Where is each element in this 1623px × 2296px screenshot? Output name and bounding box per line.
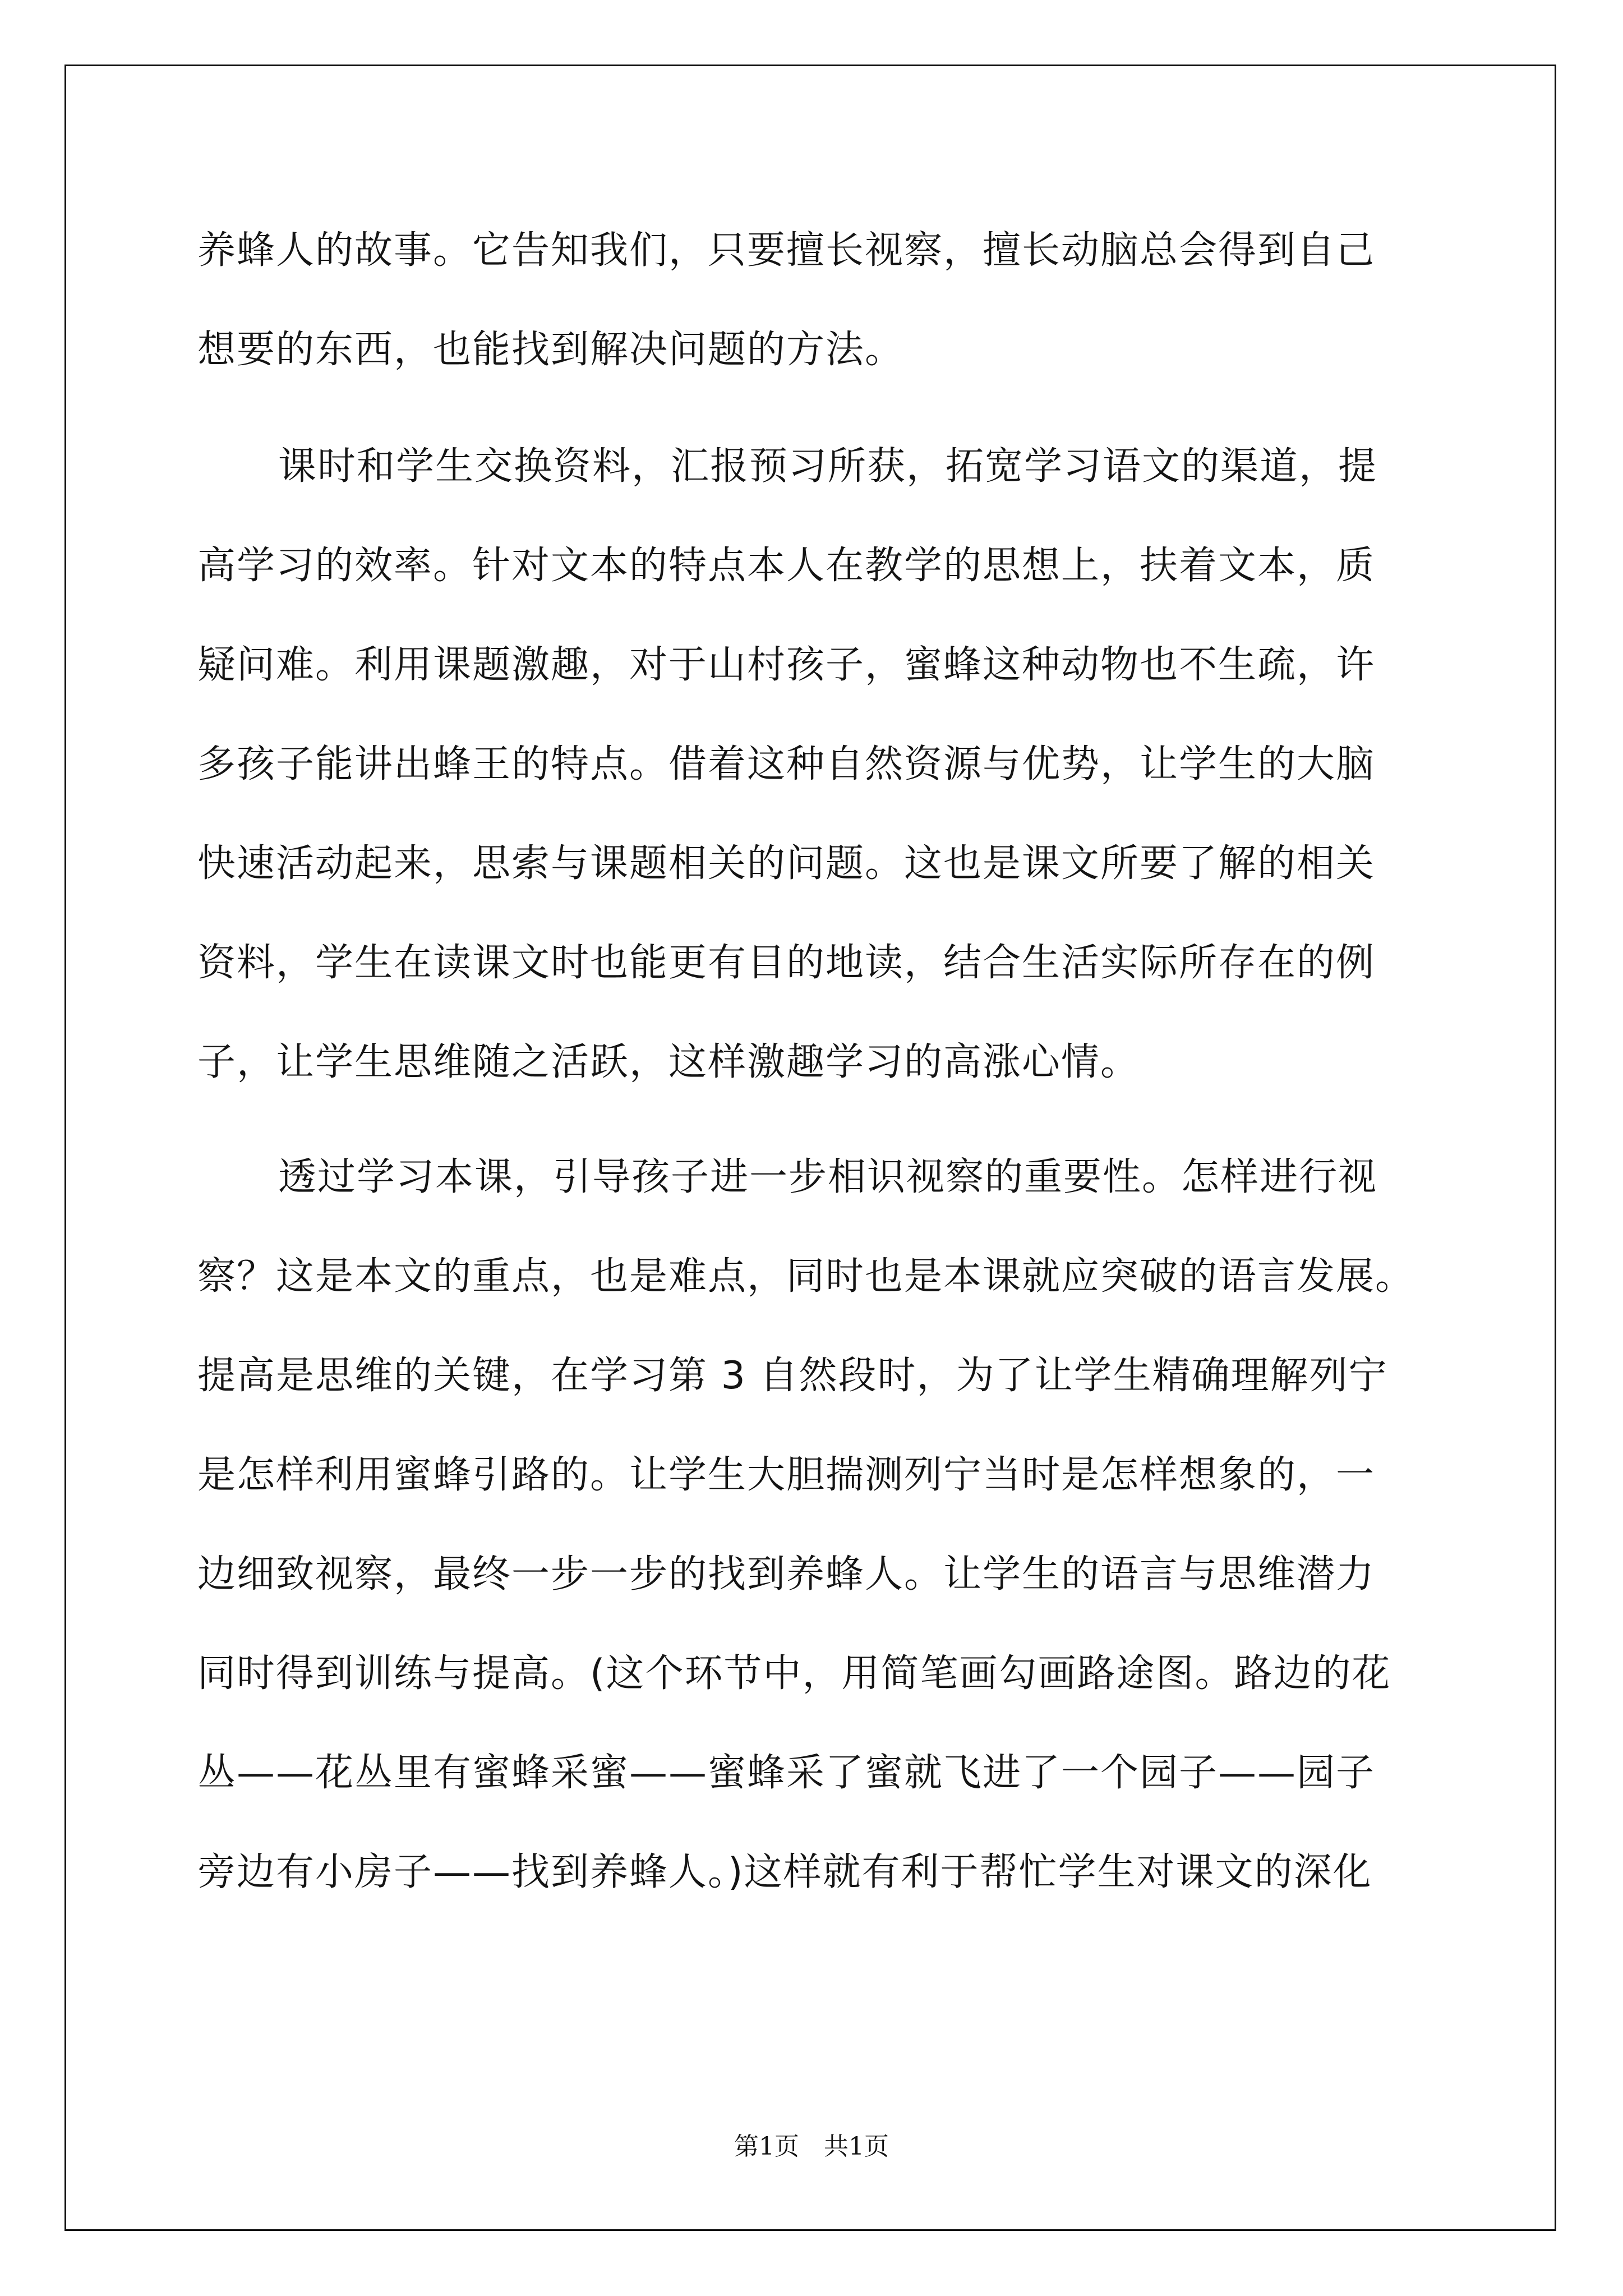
- page-footer: 第1页 共1页: [734, 2132, 889, 2161]
- text-line: 资料，学生在读课文时也能更有目的地读，结合生活实际所存在的例: [197, 941, 1376, 985]
- text-line: 是怎样利用蜜蜂引路的。让学生大胆揣测列宁当时是怎样想象的，一: [197, 1453, 1376, 1497]
- text-line: 子，让学生思维随之活跃，这样激趣学习的高涨心情。: [197, 1040, 1140, 1084]
- text-line: 透过学习本课，引导孩子进一步相识视察的重要性。怎样进行视: [278, 1155, 1378, 1199]
- text-line: 想要的东西，也能找到解决问题的方法。: [197, 328, 905, 372]
- text-line: 高学习的效率。针对文本的特点本人在教学的思想上，扶着文本，质: [197, 544, 1376, 588]
- text-line: 提高是思维的关键，在学习第 3 自然段时，为了让学生精确理解列宁: [197, 1354, 1388, 1398]
- text-line: 多孩子能讲出蜂王的特点。借着这种自然资源与优势，让学生的大脑: [197, 742, 1376, 786]
- text-line: 快速活动起来，思索与课题相关的问题。这也是课文所要了解的相关: [197, 841, 1376, 886]
- text-line: 课时和学生交换资料，汇报预习所获，拓宽学习语文的渠道，提: [278, 444, 1378, 489]
- text-line: 丛——花丛里有蜜蜂采蜜——蜜蜂采了蜜就飞进了一个园子——园子: [197, 1751, 1376, 1795]
- text-line: 边细致视察，最终一步一步的找到养蜂人。让学生的语言与思维潜力: [197, 1552, 1376, 1596]
- text-line: 养蜂人的故事。它告知我们，只要擅长视察，擅长动脑总会得到自己: [197, 228, 1376, 273]
- text-line: 疑问难。利用课题激趣，对于山村孩子，蜜蜂这种动物也不生疏，许: [197, 643, 1376, 687]
- text-line: 察？这是本文的重点，也是难点，同时也是本课就应突破的语言发展。: [197, 1254, 1415, 1299]
- text-line: 同时得到训练与提高。(这个环节中，用简笔画勾画路途图。路边的花: [197, 1651, 1391, 1696]
- text-line: 旁边有小房子——找到养蜂人。)这样就有利于帮忙学生对课文的深化: [197, 1850, 1372, 1894]
